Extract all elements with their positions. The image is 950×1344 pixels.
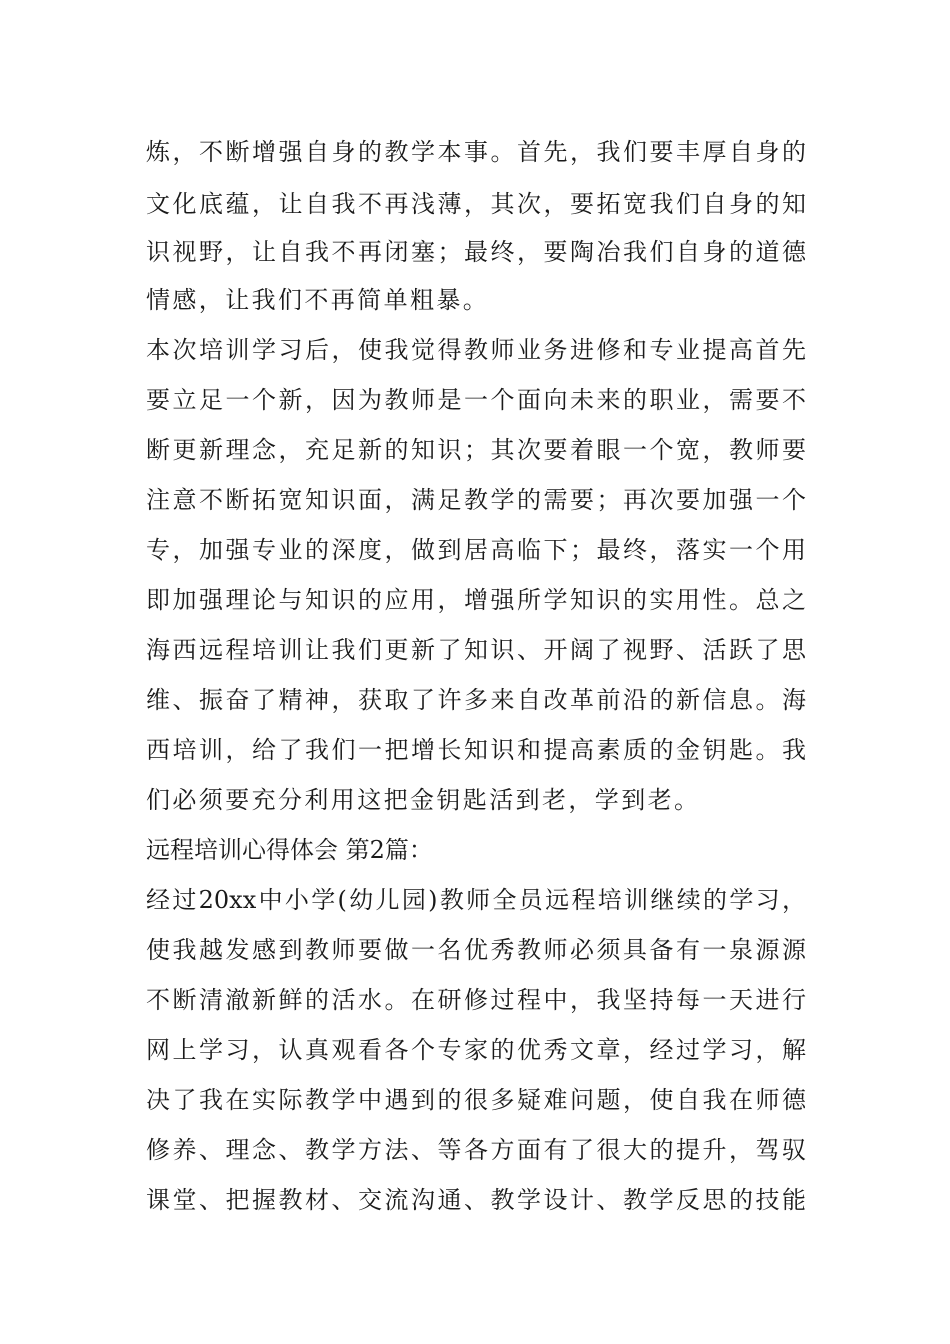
text-line: 修养、理念、教学方法、等各方面有了很大的提升，驾驭 [146, 1136, 806, 1164]
text-line: 维、振奋了精神，获取了许多来自改革前沿的新信息。海 [146, 686, 806, 714]
text-line: 课堂、把握教材、交流沟通、教学设计、教学反思的技能 [146, 1186, 806, 1214]
text-line: 经过20xx中小学(幼儿园)教师全员远程培训继续的学习， [146, 886, 806, 914]
text-line: 不断清澈新鲜的活水。在研修过程中，我坚持每一天进行 [146, 986, 806, 1014]
text-line: 文化底蕴，让自我不再浅薄，其次，要拓宽我们自身的知 [146, 190, 806, 218]
text-line: 即加强理论与知识的应用，增强所学知识的实用性。总之 [146, 586, 806, 614]
text-line: 网上学习，认真观看各个专家的优秀文章，经过学习，解 [146, 1036, 806, 1064]
text-line: 断更新理念，充足新的知识；其次要着眼一个宽，教师要 [146, 436, 806, 464]
text-line: 要立足一个新，因为教师是一个面向未来的职业，需要不 [146, 386, 806, 414]
text-line: 情感，让我们不再简单粗暴。 [146, 286, 490, 314]
text-line: 注意不断拓宽知识面，满足教学的需要；再次要加强一个 [146, 486, 806, 514]
text-line: 本次培训学习后，使我觉得教师业务进修和专业提高首先 [146, 336, 806, 364]
text-line: 决了我在实际教学中遇到的很多疑难问题，使自我在师德 [146, 1086, 806, 1114]
text-line: 们必须要充分利用这把金钥匙活到老，学到老。 [146, 786, 701, 814]
text-line: 炼，不断增强自身的教学本事。首先，我们要丰厚自身的 [146, 138, 806, 166]
text-line: 西培训，给了我们一把增长知识和提高素质的金钥匙。我 [146, 736, 806, 764]
section-heading: 远程培训心得体会 第2篇： [146, 836, 433, 864]
text-line: 使我越发感到教师要做一名优秀教师必须具备有一泉源源 [146, 936, 806, 964]
text-line: 识视野，让自我不再闭塞；最终，要陶冶我们自身的道德 [146, 238, 806, 266]
text-line: 专，加强专业的深度，做到居高临下；最终，落实一个用 [146, 536, 806, 564]
text-line: 海西远程培训让我们更新了知识、开阔了视野、活跃了思 [146, 636, 806, 664]
